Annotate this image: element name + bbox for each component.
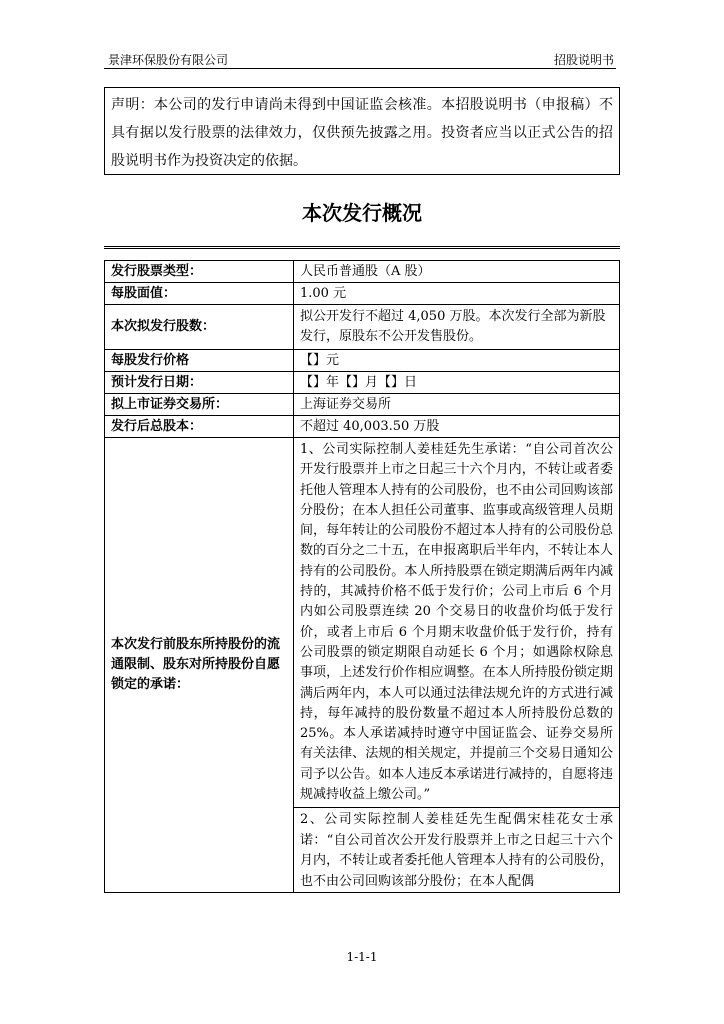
lockup-commitment-1 <box>294 438 620 808</box>
row-label: 预计发行日期： <box>105 372 294 394</box>
lockup-commitment-2 <box>294 808 620 893</box>
table-row <box>105 350 620 372</box>
header-divider <box>104 68 616 69</box>
lockup-row <box>105 438 620 808</box>
table-row <box>105 372 620 394</box>
table-row <box>105 416 620 438</box>
row-label: 发行后总股本： <box>105 416 294 438</box>
lockup-label: 本次发行前股东所持股份的流通限制、股东对所持股份自愿锁定的承诺： <box>105 438 294 893</box>
row-value: 拟公开发行不超过 4,050 万股。本次发行全部为新股发行，原股东不公开发售股份。 <box>294 305 620 350</box>
row-value: 【】年【】月【】日 <box>294 372 620 394</box>
row-label: 拟上市证券交易所： <box>105 394 294 416</box>
row-label: 本次拟发行股数： <box>105 305 294 350</box>
row-value: 不超过 40,003.50 万股 <box>294 416 620 438</box>
table-row <box>105 283 620 305</box>
row-value: 上海证券交易所 <box>294 394 620 416</box>
table-row <box>105 305 620 350</box>
row-value: 人民币普通股（A 股） <box>294 261 620 283</box>
row-label: 发行股票类型： <box>105 261 294 283</box>
table-row <box>105 261 620 283</box>
title-divider <box>104 246 620 249</box>
table-row <box>105 394 620 416</box>
header-company-name: 景津环保股份有限公司 <box>108 53 229 67</box>
header-document-type: 招股说明书 <box>553 53 614 67</box>
row-value: 【】元 <box>294 350 620 372</box>
disclaimer-box: 声明：本公司的发行申请尚未得到中国证监会核准。本招股说明书（申报稿）不具有据以发行股票的法律效力，仅供预先披露之用。投资者应当以正式公告的招股说明书作为投资决定的依据。 <box>104 87 620 175</box>
page-number: 1-1-1 <box>346 950 378 964</box>
commitment-1-text: 1、公司实际控制人姜桂廷先生承诺：“自公司首次公开发行股票并上市之日起三十六个月内，不转让或者委托他人管理本人持有的公司股份，也不由公司回购该部分股份；在本人担任公司董事、监事或高级管理人员期间，每年转让的公司股份不超过本人持有的公司股份总数的百分之二十五，在申报离职后半年内，不转让本人持有的公司股份。本人所持股票在锁定期满后两年内减持的，其减持价格不低于发行价；公司上市后 6 个月内如公司股票连续 20 个交易日的收盘价均低于发行价，或者上市后 6 个月期末收盘价低于发行价，持有公司股票的锁定期限自动延长 6 个月；如遇除权除息事项，上述发行价作相应调整。在本人所持股份锁定期满后两年内，本人可以通过法律法规允许的方式进行减持，每年减持的股份数量不超过本人所持股份总数的 25%。本人承诺减持时遵守中国证监会、证券交易所有关法律、法规的相关规定，并提前三个交易日通知公司予以公告。如本人违反本承诺进行减持的，自愿将违规减持收益上缴公司。” <box>300 442 613 803</box>
offering-overview-table <box>104 260 620 893</box>
section-title: 本次发行概况 <box>302 201 422 225</box>
row-label: 每股发行价格 <box>105 350 294 372</box>
commitment-2-text: 2、公司实际控制人姜桂廷先生配偶宋桂花女士承诺：“自公司首次公开发行股票并上市之日起三十六个月内，不转让或者委托他人管理本人持有的公司股份，也不由公司回购该部分股份；在本人配偶 <box>300 812 613 889</box>
row-label: 每股面值： <box>105 283 294 305</box>
row-value: 1.00 元 <box>294 283 620 305</box>
